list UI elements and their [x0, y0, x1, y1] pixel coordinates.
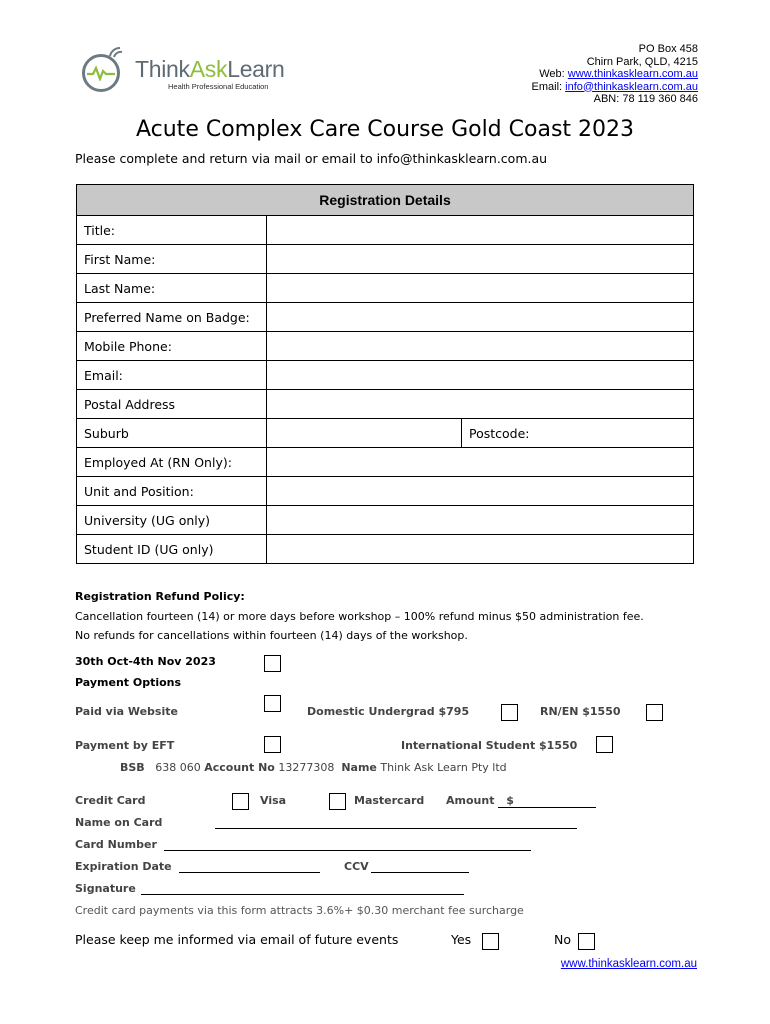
- footer-website-link[interactable]: www.thinkasklearn.com.au: [560, 958, 697, 970]
- keep-informed-label: Please keep me informed via email of future events: [75, 932, 399, 947]
- yes-label: Yes: [451, 932, 472, 947]
- paid-website-label: Paid via Website: [75, 705, 178, 718]
- card-number-field[interactable]: [164, 837, 531, 851]
- student-id-field[interactable]: [267, 535, 694, 564]
- email-label: Email:: [77, 361, 267, 390]
- suburb-field[interactable]: [267, 419, 462, 448]
- student-id-label: Student ID (UG only): [77, 535, 267, 564]
- title-field[interactable]: [267, 216, 694, 245]
- refund-policy-heading: Registration Refund Policy:: [75, 590, 245, 603]
- amount-row: [446, 794, 596, 808]
- suburb-label: Suburb: [77, 419, 267, 448]
- signature-label: Signature: [75, 882, 136, 895]
- employed-field[interactable]: [267, 448, 694, 477]
- email-field[interactable]: [267, 361, 694, 390]
- address-web: Web: www.thinkasklearn.com.au: [539, 68, 698, 80]
- expiration-label: Expiration Date: [75, 860, 172, 873]
- address-suburb: Chirn Park, QLD, 4215: [586, 55, 698, 68]
- last-name-label: Last Name:: [77, 274, 267, 303]
- registration-heading: Registration Details: [77, 185, 694, 216]
- payment-eft-checkbox[interactable]: [264, 736, 281, 753]
- mobile-label: Mobile Phone:: [77, 332, 267, 361]
- first-name-field[interactable]: [267, 245, 694, 274]
- mobile-field[interactable]: [267, 332, 694, 361]
- no-label: No: [554, 932, 571, 947]
- postcode-field[interactable]: Postcode:: [462, 419, 694, 448]
- last-name-field[interactable]: [267, 274, 694, 303]
- refund-policy-line-1: Cancellation fourteen (14) or more days before workshop – 100% refund minus $50 administration fee.: [75, 610, 644, 623]
- mastercard-label: Mastercard: [354, 794, 425, 807]
- domestic-ug-label: Domestic Undergrad $795: [307, 705, 470, 718]
- credit-card-label: Credit Card: [75, 794, 146, 807]
- page-title: Acute Complex Care Course Gold Coast 2023: [135, 117, 635, 142]
- registration-table: [76, 184, 694, 564]
- international-checkbox[interactable]: [596, 736, 613, 753]
- card-number-label: Card Number: [75, 838, 157, 851]
- email-link[interactable]: info@thinkasklearn.com.au: [565, 80, 698, 93]
- logo-heartbeat-icon: [82, 54, 120, 92]
- yes-checkbox[interactable]: [482, 933, 499, 950]
- preferred-name-field[interactable]: [267, 303, 694, 332]
- preferred-name-label: Preferred Name on Badge:: [77, 303, 267, 332]
- date-option-label: 30th Oct-4th Nov 2023: [75, 655, 216, 668]
- unit-field[interactable]: [267, 477, 694, 506]
- ccv-label: CCV: [344, 860, 369, 873]
- address-email: Email: info@thinkasklearn.com.au: [531, 80, 698, 93]
- first-name-label: First Name:: [77, 245, 267, 274]
- amount-field[interactable]: $: [498, 794, 596, 808]
- paid-website-checkbox[interactable]: [264, 695, 281, 712]
- footer-website: [561, 958, 697, 970]
- rn-en-label: RN/EN $1550: [540, 705, 621, 718]
- payment-options-heading: Payment Options: [75, 676, 182, 689]
- university-field[interactable]: [267, 506, 694, 535]
- postal-field[interactable]: [267, 390, 694, 419]
- rn-en-checkbox[interactable]: [646, 704, 663, 721]
- address-abn: ABN: 78 119 360 846: [593, 93, 698, 105]
- brand-tagline: Health Professional Education: [168, 82, 269, 91]
- signature-field[interactable]: [141, 881, 464, 895]
- date-option-checkbox[interactable]: [264, 655, 281, 672]
- intro-text: Please complete and return via mail or email to info@thinkasklearn.com.au: [75, 151, 548, 166]
- domestic-ug-checkbox[interactable]: [501, 704, 518, 721]
- postal-label: Postal Address: [77, 390, 267, 419]
- university-label: University (UG only): [77, 506, 267, 535]
- refund-policy-line-2: No refunds for cancellations within fourteen (14) days of the workshop.: [75, 629, 468, 642]
- mastercard-checkbox[interactable]: [329, 793, 346, 810]
- no-checkbox[interactable]: [578, 933, 595, 950]
- web-link[interactable]: www.thinkasklearn.com.au: [567, 68, 698, 80]
- address-po-box: PO Box 458: [638, 43, 698, 55]
- payment-eft-label: Payment by EFT: [75, 739, 175, 752]
- ccv-field[interactable]: [371, 859, 469, 873]
- international-label: International Student $1550: [401, 739, 578, 752]
- bank-details: BSB 638 060 Account No 13277308 Name Think Ask Learn Pty ltd: [120, 761, 507, 774]
- visa-checkbox[interactable]: [232, 793, 249, 810]
- name-on-card-label: Name on Card: [75, 816, 163, 829]
- employed-label: Employed At (RN Only):: [77, 448, 267, 477]
- unit-label: Unit and Position:: [77, 477, 267, 506]
- name-on-card-field[interactable]: [215, 815, 577, 829]
- amount-label: Amount: [446, 794, 495, 807]
- company-logo: [80, 44, 330, 100]
- visa-label: Visa: [260, 794, 287, 807]
- contact-address: [532, 43, 698, 106]
- brand-name: ThinkAskLearn: [135, 56, 285, 82]
- expiration-field[interactable]: [179, 859, 320, 873]
- signal-arc-icon: [108, 44, 130, 58]
- surcharge-note: Credit card payments via this form attracts 3.6%+ $0.30 merchant fee surcharge: [75, 904, 524, 917]
- title-label: Title:: [77, 216, 267, 245]
